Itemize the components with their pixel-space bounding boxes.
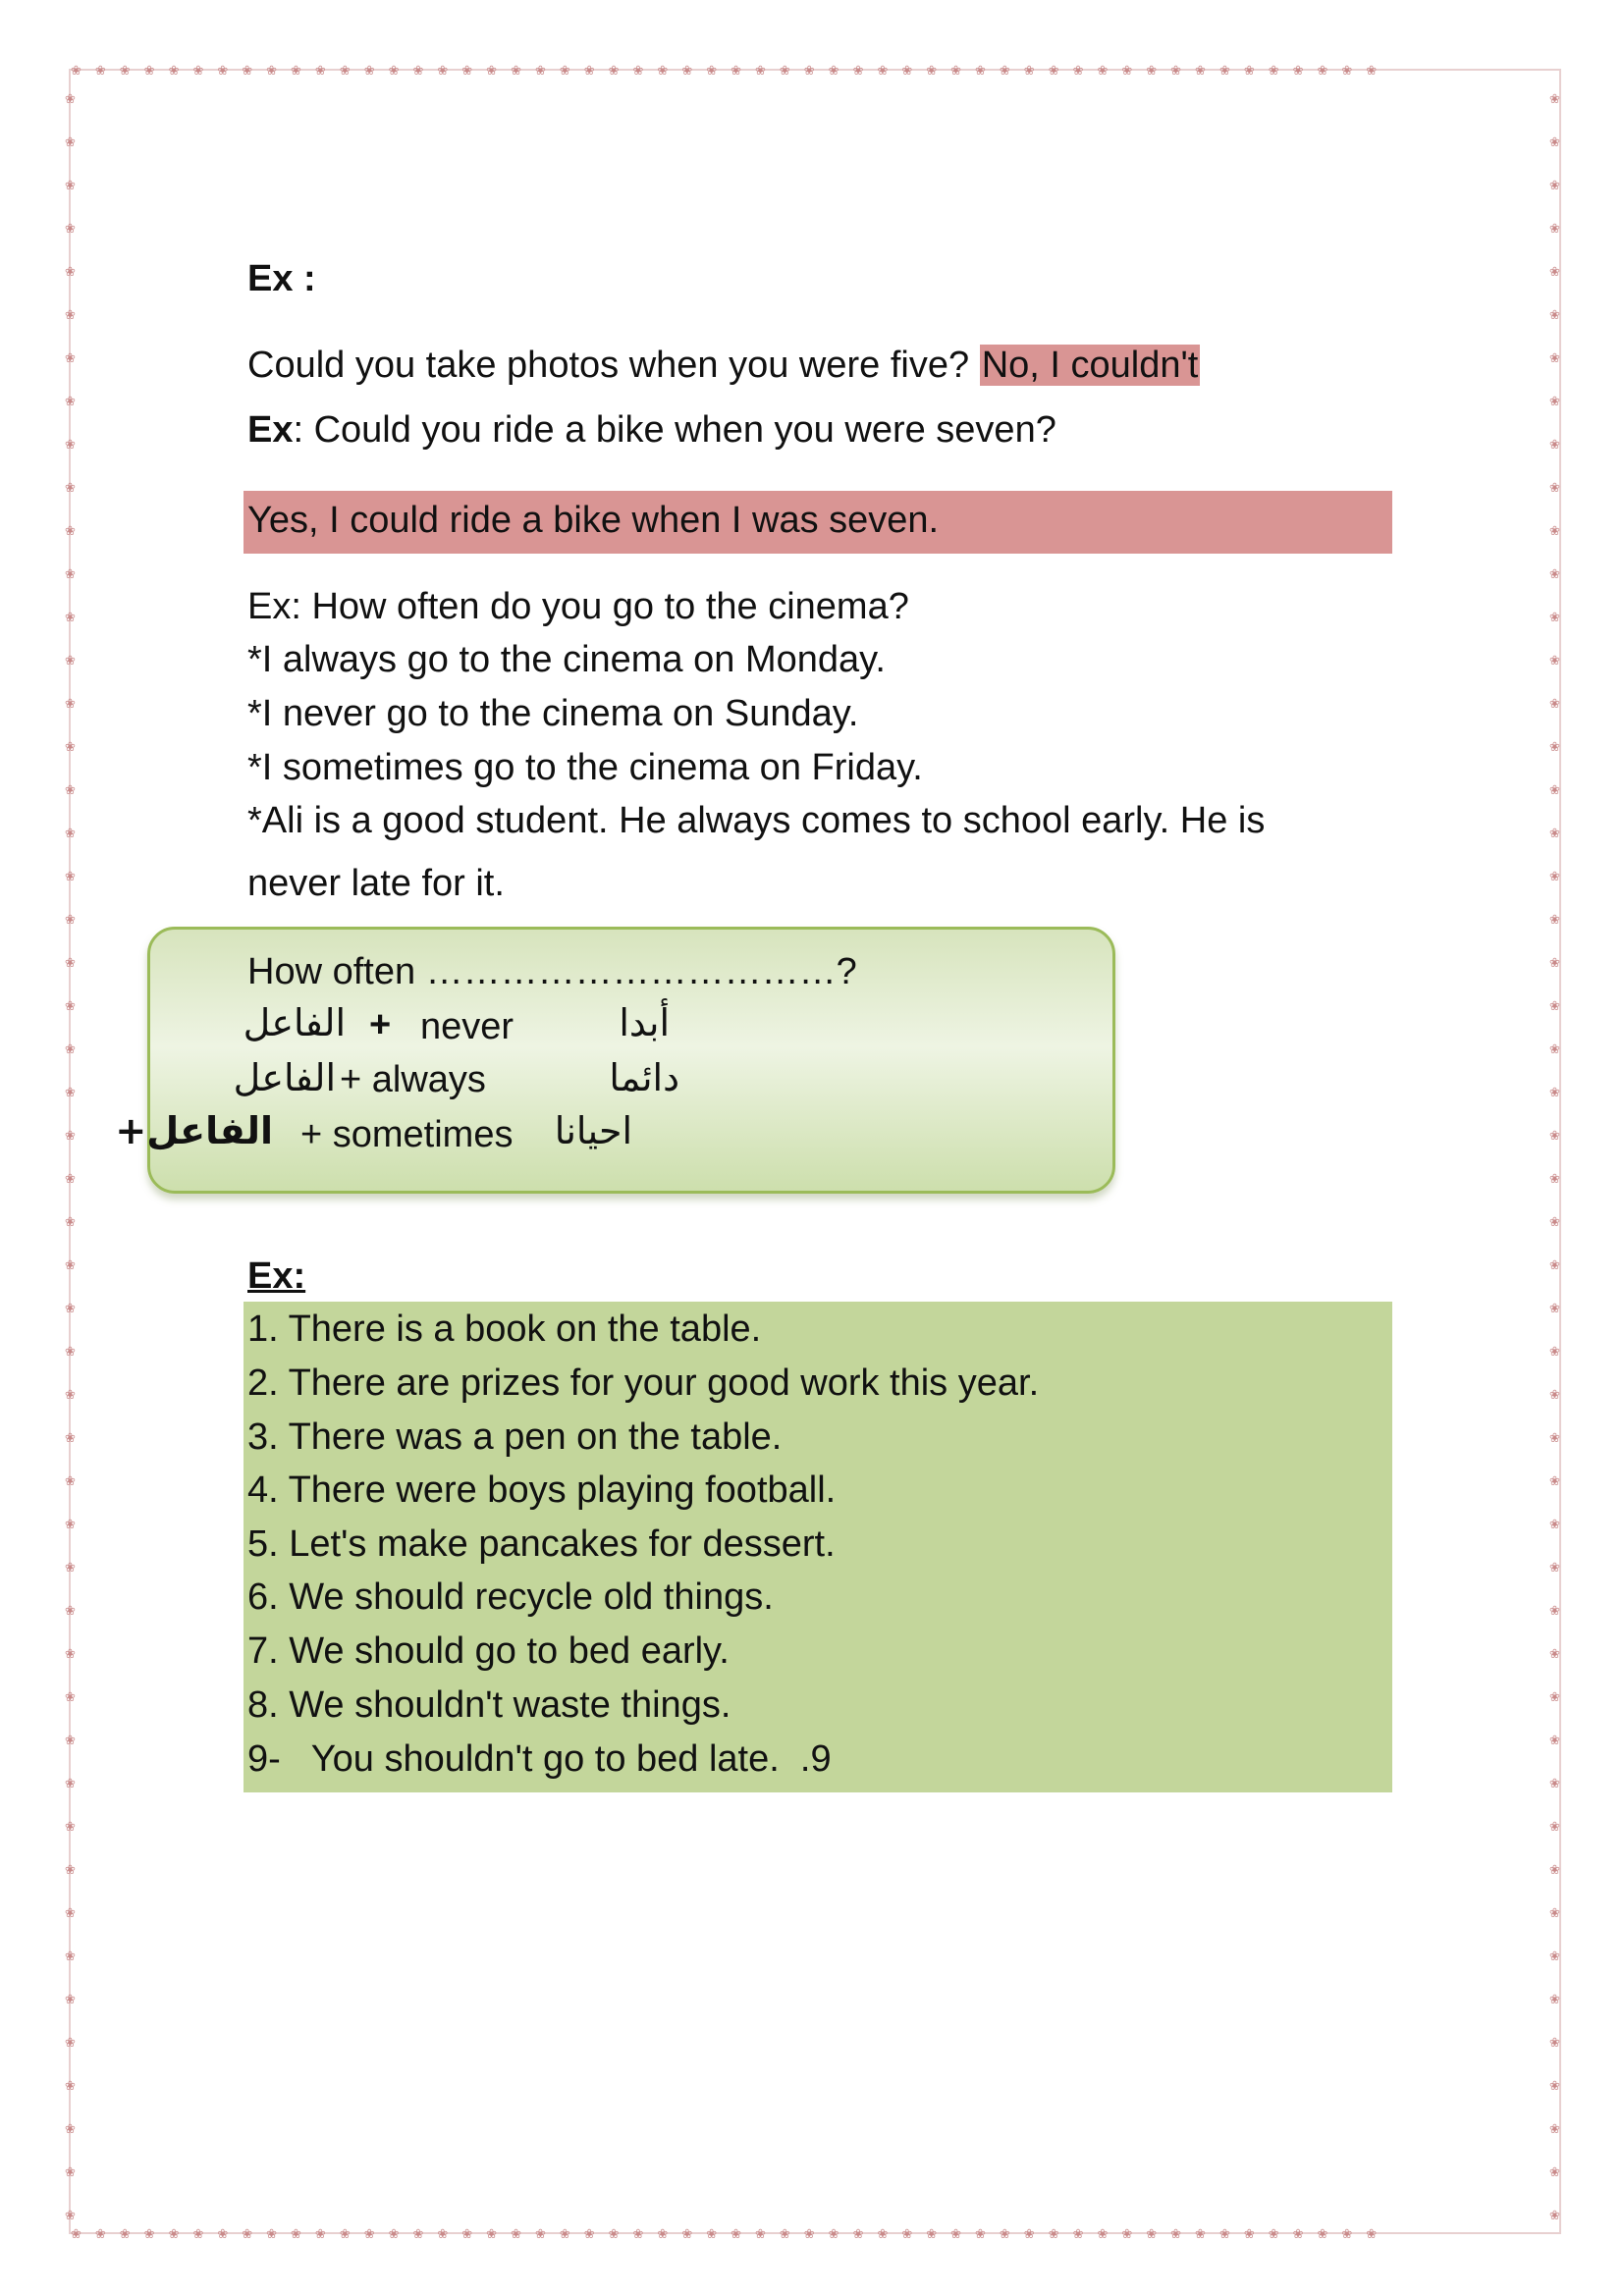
example-line: never late for it. <box>247 863 505 904</box>
answer-text: Yes, I could ride a bike when I was seven. <box>247 500 940 541</box>
arabic-always: دائما <box>609 1056 679 1099</box>
question-text: : Could you ride a bike when you were seven? <box>293 409 1056 451</box>
list-item: 3. There was a pen on the table. <box>247 1416 783 1458</box>
list-item: 2. There are prizes for your good work this year. <box>247 1362 1040 1404</box>
border-ornament-bottom: ❀❀❀❀❀❀❀❀❀❀❀❀❀❀❀❀❀❀❀❀❀❀❀❀❀❀❀❀❀❀❀❀❀❀❀❀❀❀❀❀❀❀❀❀❀❀❀❀❀❀❀❀❀❀ <box>71 2228 1391 2241</box>
list-item: 1. There is a book on the table. <box>247 1308 762 1350</box>
example-question-1 <box>247 344 1200 389</box>
subject-arabic: الفاعل <box>233 1056 336 1099</box>
adverb-sometimes: + sometimes <box>300 1114 514 1155</box>
how-often-question: Ex: How often do you go to the cinema? <box>247 586 909 627</box>
ex-inline-label: Ex <box>247 409 294 451</box>
example-line: *I never go to the cinema on Sunday. <box>247 693 859 734</box>
ex-label-underlined: Ex: <box>247 1255 306 1297</box>
list-item: 9- You shouldn't go to bed late. .9 <box>247 1738 832 1780</box>
adverb-never: never <box>420 1006 514 1047</box>
subject-arabic: الفاعل+ <box>115 1109 273 1152</box>
arabic-never: أبدا <box>619 1001 670 1044</box>
ex-label: Ex : <box>247 258 316 299</box>
plus-sign: + <box>369 1004 392 1045</box>
border-ornament-right: ❀ ❀ ❀ ❀ ❀ ❀ ❀ ❀ ❀ ❀ ❀ ❀ ❀ ❀ ❀ ❀ ❀ ❀ ❀ ❀ ❀ ❀ ❀ ❀ ❀ ❀ ❀ ❀ ❀ ❀ ❀ ❀ ❀ ❀ ❀ ❀ ❀ ❀ ❀ ❀ ❀ ❀ ❀ ❀ ❀ ❀ ❀ ❀ ❀ ❀ <box>1549 92 1560 2223</box>
border-ornament-left: ❀ ❀ ❀ ❀ ❀ ❀ ❀ ❀ ❀ ❀ ❀ ❀ ❀ ❀ ❀ ❀ ❀ ❀ ❀ ❀ ❀ ❀ ❀ ❀ ❀ ❀ ❀ ❀ ❀ ❀ ❀ ❀ ❀ ❀ ❀ ❀ ❀ ❀ ❀ ❀ ❀ ❀ ❀ ❀ ❀ ❀ ❀ ❀ ❀ ❀ <box>65 92 76 2223</box>
question-text: Could you take photos when you were five? <box>247 345 970 386</box>
border-ornament-top: ❀❀❀❀❀❀❀❀❀❀❀❀❀❀❀❀❀❀❀❀❀❀❀❀❀❀❀❀❀❀❀❀❀❀❀❀❀❀❀❀❀❀❀❀❀❀❀❀❀❀❀❀❀❀ <box>71 65 1391 78</box>
example-line: *I sometimes go to the cinema on Friday. <box>247 747 923 788</box>
list-item: 4. There were boys playing football. <box>247 1469 837 1511</box>
example-line: *Ali is a good student. He always comes to school early. He is <box>247 800 1266 841</box>
answer-highlight: No, I couldn't <box>981 345 1199 386</box>
arabic-sometimes: احيانا <box>554 1109 632 1152</box>
callout-title: How often ……………………………? <box>247 951 857 992</box>
list-item: 8. We shouldn't waste things. <box>247 1684 731 1726</box>
example-question-2 <box>247 408 1056 454</box>
list-item: 6. We should recycle old things. <box>247 1576 774 1618</box>
example-line: *I always go to the cinema on Monday. <box>247 639 886 680</box>
subject-arabic: الفاعل <box>243 1001 346 1044</box>
adverb-always: + always <box>340 1059 486 1100</box>
list-item: 5. Let's make pancakes for dessert. <box>247 1523 836 1565</box>
list-item: 7. We should go to bed early. <box>247 1630 730 1672</box>
